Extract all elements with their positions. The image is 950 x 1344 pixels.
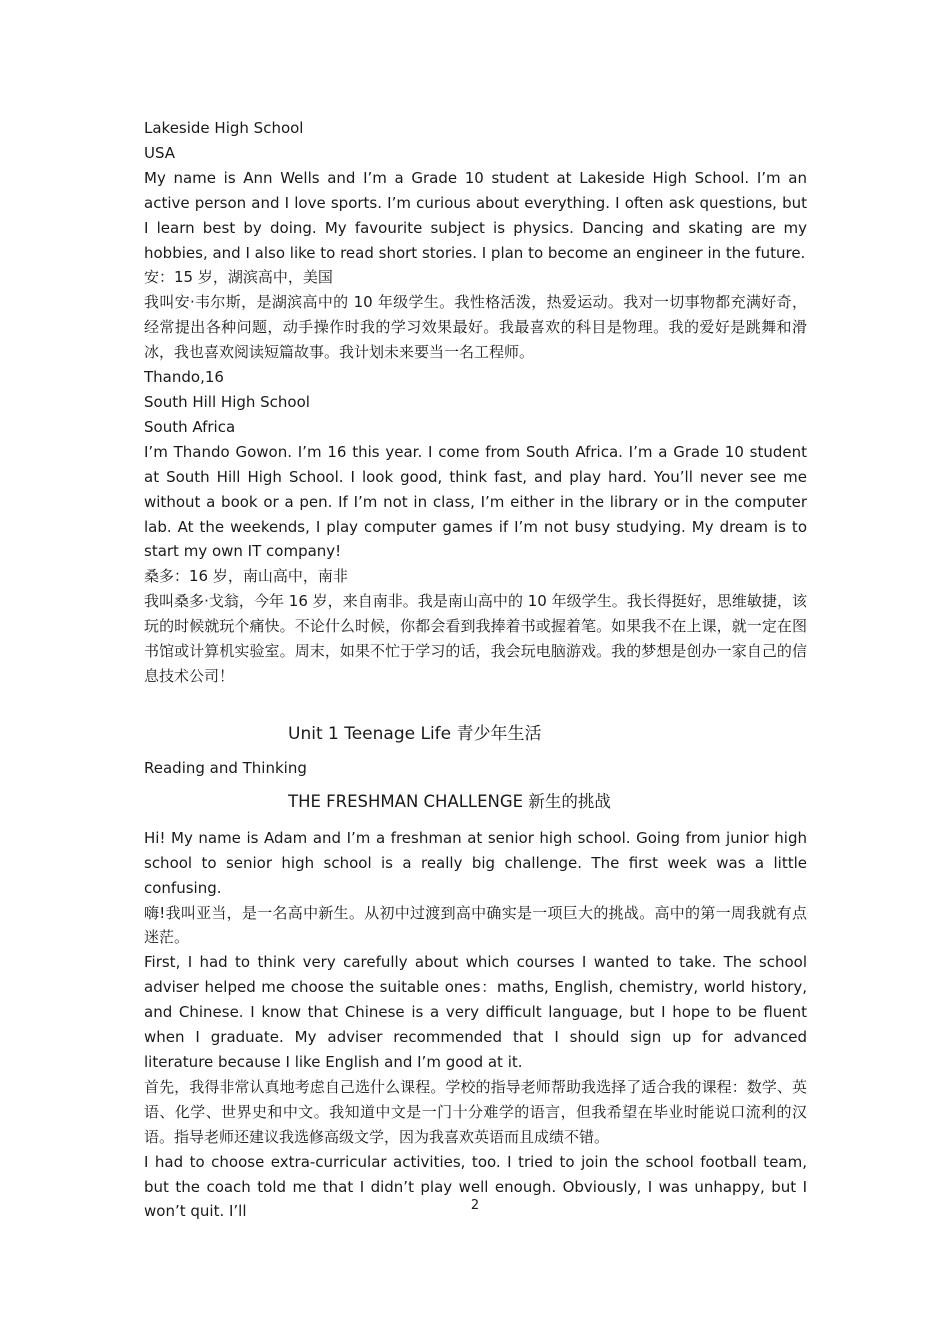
ann-english-paragraph: My name is Ann Wells and I’m a Grade 10 student at Lakeside High School. I’m an active person and I love sports. I’m curious about everything. I often ask questions, but I learn best by doing. My favourite subject is physics. Dancing and skating are my hobbies, and I also like to read short stories. I plan to become an engineer in the future. [144,168,807,262]
ann-chinese-heading: 安：15 岁，湖滨高中，美国 [144,268,333,287]
thando-english-paragraph: I’m Thando Gowon. I’m 16 this year. I come from South Africa. I’m a Grade 10 student at South Hill High School. I look good, think fast, and play hard. You’ll never see me without a book or a pen. If I’m not in class, I’m either in the library or in the computer lab. At the weekends, I play computer games if I’m not busy studying. My dream is to start my own IT company! [144,442,807,561]
country-usa: USA [144,143,176,162]
article-p1-chinese: 嗨!我叫亚当，是一名高中新生。从初中过渡到高中确实是一项巨大的挑战。高中的第一周我就有点迷茫。 [144,903,807,947]
thando-chinese-heading: 桑多：16 岁，南山高中，南非 [144,567,348,586]
section-spacer [144,689,807,714]
page-number: 2 [470,1198,480,1213]
section-label: Reading and Thinking [144,758,307,777]
article-title: THE FRESHMAN CHALLENGE 新生的挑战 [288,791,611,811]
article-p3-english: I had to choose extra-curricular activities, too. I tried to join the school football team, but the coach told me that I didn’t play well enough. Obviously, I was unhappy, but I won’t quit. I’ll [144,1152,807,1221]
document-body [144,116,807,1224]
title-gap [144,816,807,826]
unit-title: Unit 1 Teenage Life 青少年生活 [288,723,542,744]
thando-name-age: Thando,16 [144,368,224,387]
article-p2-english: First, I had to think very carefully about which courses I wanted to take. The school adviser helped me choose the suitable ones：maths, English, chemistry, world history, and Chinese. I know that Chinese is a very difficult language, but I hope to be fluent when I graduate. My adviser recommended that I should sign up for advanced literature because I like English and I’m good at it. [144,953,807,1071]
thando-chinese-paragraph: 我叫桑多·戈翁，今年 16 岁，来自南非。我是南山高中的 10 年级学生。我长得挺好，思维敏捷，该玩的时候就玩个痛快。不论什么时候，你都会看到我捧着书或握着笔。如果我不在上课，就一定在图书馆或计算机实验室。周末，如果不忙于学习的话，我会玩电脑游戏。我的梦想是创办一家自己的信息技术公司！ [144,592,807,685]
school-name-lakeside: Lakeside High School [144,119,304,137]
school-name-south-hill: South Hill High School [144,392,310,411]
article-p2-chinese: 首先，我得非常认真地考虑自己选什么课程。学校的指导老师帮助我选择了适合我的课程：数学、英语、化学、世界史和中文。我知道中文是一门十分难学的语言，但我希望在毕业时能说口流利的汉语。指导老师还建议我选修高级文学，因为我喜欢英语而且成绩不错。 [144,1077,807,1146]
ann-chinese-paragraph: 我叫安·韦尔斯，是湖滨高中的 10 年级学生。我性格活泼，热爱运动。我对一切事物都充满好奇，经常提出各种问题，动手操作时我的学习效果最好。我最喜欢的科目是物理。我的爱好是跳舞和滑冰，我也喜欢阅读短篇故事。我计划未来要当一名工程师。 [144,293,807,362]
article-p1-english: Hi! My name is Adam and I’m a freshman at senior high school. Going from junior high school to senior high school is a really big challenge. The first week was a little confusing. [144,828,807,897]
country-south-africa: South Africa [144,417,236,436]
